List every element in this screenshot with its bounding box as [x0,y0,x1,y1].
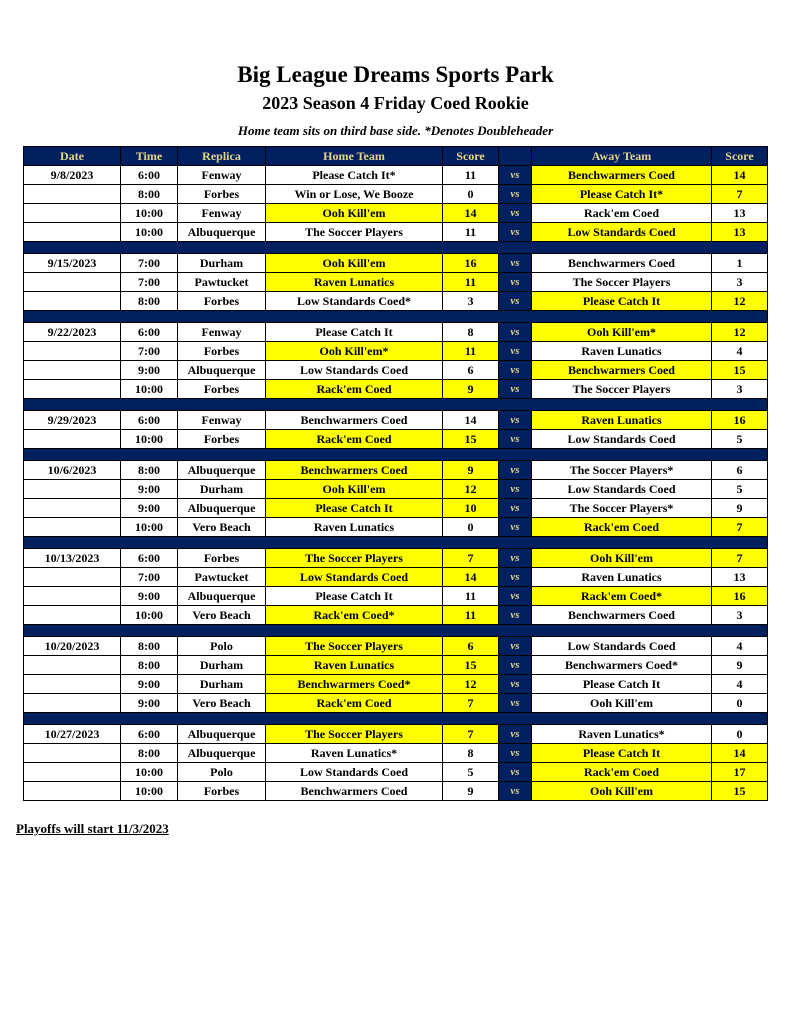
home-score-cell: 12 [443,675,499,694]
home-score-cell: 11 [443,342,499,361]
separator-bar [24,449,768,461]
away-team-cell: Raven Lunatics [532,411,712,430]
replica-cell: Durham [178,656,266,675]
away-team-cell: Ooh Kill'em [532,549,712,568]
game-row [24,587,768,606]
date-cell: 10/20/2023 [24,637,121,656]
home-score-cell: 11 [443,166,499,185]
home-team-cell: Benchwarmers Coed [266,782,443,801]
vs-label: vs [499,480,532,499]
away-team-cell: Raven Lunatics [532,342,712,361]
replica-cell: Pawtucket [178,273,266,292]
time-cell: 10:00 [121,380,178,399]
away-team-cell: The Soccer Players* [532,499,712,518]
away-team-cell: Please Catch It [532,744,712,763]
away-score-cell: 12 [712,292,768,311]
home-team-cell: The Soccer Players [266,725,443,744]
time-cell: 10:00 [121,763,178,782]
vs-label: vs [499,342,532,361]
date-separator-row [24,311,768,323]
away-score-cell: 4 [712,675,768,694]
away-team-cell: Benchwarmers Coed* [532,656,712,675]
game-row [24,185,768,204]
home-team-cell: Low Standards Coed [266,763,443,782]
vs-label: vs [499,166,532,185]
date-cell [24,380,121,399]
home-score-cell: 11 [443,606,499,625]
home-team-cell: The Soccer Players [266,549,443,568]
vs-label: vs [499,587,532,606]
header-time: Time [121,147,178,166]
game-row [24,411,768,430]
header-home-team: Home Team [266,147,443,166]
home-score-cell: 9 [443,380,499,399]
date-cell: 9/22/2023 [24,323,121,342]
date-cell [24,782,121,801]
date-cell [24,204,121,223]
home-score-cell: 0 [443,518,499,537]
time-cell: 8:00 [121,185,178,204]
home-score-cell: 8 [443,744,499,763]
vs-label: vs [499,694,532,713]
away-team-cell: The Soccer Players* [532,461,712,480]
away-team-cell: Low Standards Coed [532,430,712,449]
date-cell: 10/6/2023 [24,461,121,480]
away-score-cell: 9 [712,656,768,675]
away-team-cell: Rack'em Coed [532,204,712,223]
vs-label: vs [499,725,532,744]
replica-cell: Fenway [178,166,266,185]
away-score-cell: 16 [712,587,768,606]
away-score-cell: 4 [712,342,768,361]
home-team-cell: Rack'em Coed [266,694,443,713]
away-score-cell: 14 [712,166,768,185]
away-score-cell: 16 [712,411,768,430]
away-score-cell: 17 [712,763,768,782]
game-row [24,380,768,399]
home-score-cell: 6 [443,637,499,656]
game-row [24,606,768,625]
time-cell: 6:00 [121,323,178,342]
game-row [24,342,768,361]
date-cell [24,568,121,587]
home-team-cell: Raven Lunatics [266,656,443,675]
away-team-cell: Ooh Kill'em [532,782,712,801]
date-separator-row [24,537,768,549]
home-team-cell: Raven Lunatics [266,518,443,537]
page-title: Big League Dreams Sports Park [237,62,554,87]
home-team-cell: Raven Lunatics* [266,744,443,763]
away-score-cell: 13 [712,568,768,587]
time-cell: 10:00 [121,606,178,625]
separator-bar [24,242,768,254]
date-cell [24,763,121,782]
home-score-cell: 7 [443,725,499,744]
time-cell: 8:00 [121,461,178,480]
home-team-cell: Ooh Kill'em [266,254,443,273]
away-score-cell: 6 [712,461,768,480]
replica-cell: Forbes [178,342,266,361]
away-score-cell: 0 [712,694,768,713]
vs-label: vs [499,744,532,763]
game-row [24,166,768,185]
replica-cell: Pawtucket [178,568,266,587]
home-score-cell: 7 [443,694,499,713]
time-cell: 10:00 [121,204,178,223]
away-team-cell: Benchwarmers Coed [532,166,712,185]
replica-cell: Forbes [178,380,266,399]
vs-label: vs [499,499,532,518]
time-cell: 10:00 [121,430,178,449]
home-score-cell: 11 [443,223,499,242]
replica-cell: Fenway [178,323,266,342]
away-team-cell: Please Catch It [532,675,712,694]
vs-label: vs [499,185,532,204]
date-cell [24,694,121,713]
away-team-cell: Benchwarmers Coed [532,361,712,380]
home-team-cell: Benchwarmers Coed [266,461,443,480]
game-row [24,254,768,273]
separator-bar [24,311,768,323]
vs-label: vs [499,763,532,782]
away-team-cell: Raven Lunatics [532,568,712,587]
home-team-cell: Please Catch It [266,587,443,606]
header-away-team: Away Team [532,147,712,166]
replica-cell: Forbes [178,430,266,449]
away-team-cell: Ooh Kill'em [532,694,712,713]
header-date: Date [24,147,121,166]
vs-label: vs [499,568,532,587]
away-score-cell: 7 [712,518,768,537]
home-team-cell: Please Catch It [266,499,443,518]
away-team-cell: Ooh Kill'em* [532,323,712,342]
replica-cell: Durham [178,480,266,499]
game-row [24,461,768,480]
home-team-cell: Ooh Kill'em* [266,342,443,361]
time-cell: 9:00 [121,499,178,518]
away-score-cell: 12 [712,323,768,342]
date-cell [24,273,121,292]
home-score-cell: 6 [443,361,499,380]
home-score-cell: 12 [443,480,499,499]
away-team-cell: Rack'em Coed [532,763,712,782]
vs-label: vs [499,323,532,342]
time-cell: 8:00 [121,656,178,675]
away-team-cell: Low Standards Coed [532,480,712,499]
playoffs-note: Playoffs will start 11/3/2023 [16,821,169,836]
schedule-table [23,146,768,801]
time-cell: 9:00 [121,361,178,380]
game-row [24,637,768,656]
replica-cell: Polo [178,637,266,656]
away-team-cell: Benchwarmers Coed [532,254,712,273]
away-score-cell: 7 [712,185,768,204]
separator-bar [24,399,768,411]
away-team-cell: Low Standards Coed [532,637,712,656]
header-vs-spacer [499,147,532,166]
away-team-cell: Raven Lunatics* [532,725,712,744]
replica-cell: Forbes [178,185,266,204]
home-team-cell: Benchwarmers Coed* [266,675,443,694]
replica-cell: Vero Beach [178,694,266,713]
replica-cell: Vero Beach [178,518,266,537]
home-team-cell: Low Standards Coed [266,361,443,380]
vs-label: vs [499,292,532,311]
date-cell [24,518,121,537]
game-row [24,782,768,801]
game-row [24,656,768,675]
away-score-cell: 7 [712,549,768,568]
game-row [24,292,768,311]
home-team-cell: Rack'em Coed [266,380,443,399]
time-cell: 7:00 [121,273,178,292]
replica-cell: Forbes [178,782,266,801]
replica-cell: Albuquerque [178,223,266,242]
time-cell: 10:00 [121,782,178,801]
time-cell: 10:00 [121,518,178,537]
home-team-cell: Rack'em Coed [266,430,443,449]
away-score-cell: 0 [712,725,768,744]
game-row [24,323,768,342]
home-score-cell: 14 [443,204,499,223]
home-score-cell: 14 [443,568,499,587]
header-home-score: Score [443,147,499,166]
date-cell [24,342,121,361]
home-score-cell: 15 [443,656,499,675]
vs-label: vs [499,656,532,675]
date-cell [24,223,121,242]
home-score-cell: 8 [443,323,499,342]
vs-label: vs [499,411,532,430]
home-score-cell: 5 [443,763,499,782]
time-cell: 10:00 [121,223,178,242]
date-cell [24,361,121,380]
game-row [24,273,768,292]
home-score-cell: 11 [443,587,499,606]
vs-label: vs [499,461,532,480]
vs-label: vs [499,637,532,656]
table-header-row [24,147,768,166]
date-cell [24,480,121,499]
date-separator-row [24,399,768,411]
home-score-cell: 14 [443,411,499,430]
replica-cell: Fenway [178,204,266,223]
doubleheader-note: Home team sits on third base side. *Denotes Doubleheader [237,123,554,138]
date-cell [24,656,121,675]
date-cell [24,185,121,204]
replica-cell: Fenway [178,411,266,430]
home-team-cell: Ooh Kill'em [266,480,443,499]
away-team-cell: Rack'em Coed* [532,587,712,606]
date-separator-row [24,625,768,637]
time-cell: 8:00 [121,292,178,311]
away-score-cell: 13 [712,204,768,223]
game-row [24,499,768,518]
game-row [24,361,768,380]
page-subtitle: 2023 Season 4 Friday Coed Rookie [262,93,529,113]
away-team-cell: Rack'em Coed [532,518,712,537]
away-score-cell: 3 [712,606,768,625]
vs-label: vs [499,204,532,223]
date-cell [24,606,121,625]
replica-cell: Albuquerque [178,499,266,518]
away-team-cell: Please Catch It* [532,185,712,204]
time-cell: 8:00 [121,744,178,763]
date-cell: 9/15/2023 [24,254,121,273]
vs-label: vs [499,223,532,242]
date-cell: 9/8/2023 [24,166,121,185]
away-score-cell: 15 [712,782,768,801]
home-team-cell: The Soccer Players [266,637,443,656]
time-cell: 9:00 [121,480,178,499]
game-row [24,430,768,449]
date-cell [24,430,121,449]
home-team-cell: Benchwarmers Coed [266,411,443,430]
game-row [24,223,768,242]
date-cell [24,292,121,311]
home-score-cell: 15 [443,430,499,449]
home-score-cell: 3 [443,292,499,311]
replica-cell: Forbes [178,549,266,568]
game-row [24,518,768,537]
away-score-cell: 13 [712,223,768,242]
home-score-cell: 7 [443,549,499,568]
time-cell: 6:00 [121,725,178,744]
header-replica: Replica [178,147,266,166]
vs-label: vs [499,549,532,568]
vs-label: vs [499,782,532,801]
time-cell: 8:00 [121,637,178,656]
date-cell [24,499,121,518]
away-score-cell: 5 [712,430,768,449]
home-team-cell: Raven Lunatics [266,273,443,292]
replica-cell: Polo [178,763,266,782]
game-row [24,549,768,568]
time-cell: 6:00 [121,166,178,185]
time-cell: 6:00 [121,549,178,568]
replica-cell: Forbes [178,292,266,311]
header-away-score: Score [712,147,768,166]
away-team-cell: The Soccer Players [532,380,712,399]
replica-cell: Durham [178,675,266,694]
time-cell: 9:00 [121,694,178,713]
replica-cell: Durham [178,254,266,273]
date-cell: 9/29/2023 [24,411,121,430]
home-score-cell: 9 [443,461,499,480]
separator-bar [24,625,768,637]
date-cell: 10/27/2023 [24,725,121,744]
time-cell: 6:00 [121,411,178,430]
away-score-cell: 3 [712,380,768,399]
game-row [24,568,768,587]
replica-cell: Albuquerque [178,587,266,606]
away-team-cell: The Soccer Players [532,273,712,292]
away-score-cell: 15 [712,361,768,380]
home-score-cell: 11 [443,273,499,292]
replica-cell: Vero Beach [178,606,266,625]
home-team-cell: The Soccer Players [266,223,443,242]
away-score-cell: 9 [712,499,768,518]
home-score-cell: 10 [443,499,499,518]
home-team-cell: Low Standards Coed [266,568,443,587]
date-separator-row [24,242,768,254]
away-score-cell: 3 [712,273,768,292]
home-score-cell: 9 [443,782,499,801]
date-cell: 10/13/2023 [24,549,121,568]
vs-label: vs [499,361,532,380]
time-cell: 7:00 [121,568,178,587]
away-team-cell: Please Catch It [532,292,712,311]
date-cell [24,744,121,763]
replica-cell: Albuquerque [178,461,266,480]
home-team-cell: Low Standards Coed* [266,292,443,311]
time-cell: 7:00 [121,254,178,273]
date-separator-row [24,449,768,461]
home-score-cell: 0 [443,185,499,204]
game-row [24,725,768,744]
vs-label: vs [499,430,532,449]
date-separator-row [24,713,768,725]
time-cell: 9:00 [121,675,178,694]
vs-label: vs [499,606,532,625]
game-row [24,763,768,782]
away-score-cell: 1 [712,254,768,273]
date-cell [24,675,121,694]
home-team-cell: Please Catch It* [266,166,443,185]
away-score-cell: 4 [712,637,768,656]
separator-bar [24,537,768,549]
vs-label: vs [499,518,532,537]
home-team-cell: Win or Lose, We Booze [266,185,443,204]
vs-label: vs [499,273,532,292]
separator-bar [24,713,768,725]
away-team-cell: Benchwarmers Coed [532,606,712,625]
game-row [24,480,768,499]
vs-label: vs [499,675,532,694]
game-row [24,744,768,763]
home-team-cell: Rack'em Coed* [266,606,443,625]
vs-label: vs [499,380,532,399]
away-team-cell: Low Standards Coed [532,223,712,242]
away-score-cell: 14 [712,744,768,763]
replica-cell: Albuquerque [178,361,266,380]
replica-cell: Albuquerque [178,725,266,744]
home-score-cell: 16 [443,254,499,273]
time-cell: 9:00 [121,587,178,606]
home-team-cell: Ooh Kill'em [266,204,443,223]
game-row [24,675,768,694]
home-team-cell: Please Catch It [266,323,443,342]
vs-label: vs [499,254,532,273]
game-row [24,204,768,223]
replica-cell: Albuquerque [178,744,266,763]
date-cell [24,587,121,606]
away-score-cell: 5 [712,480,768,499]
time-cell: 7:00 [121,342,178,361]
game-row [24,694,768,713]
